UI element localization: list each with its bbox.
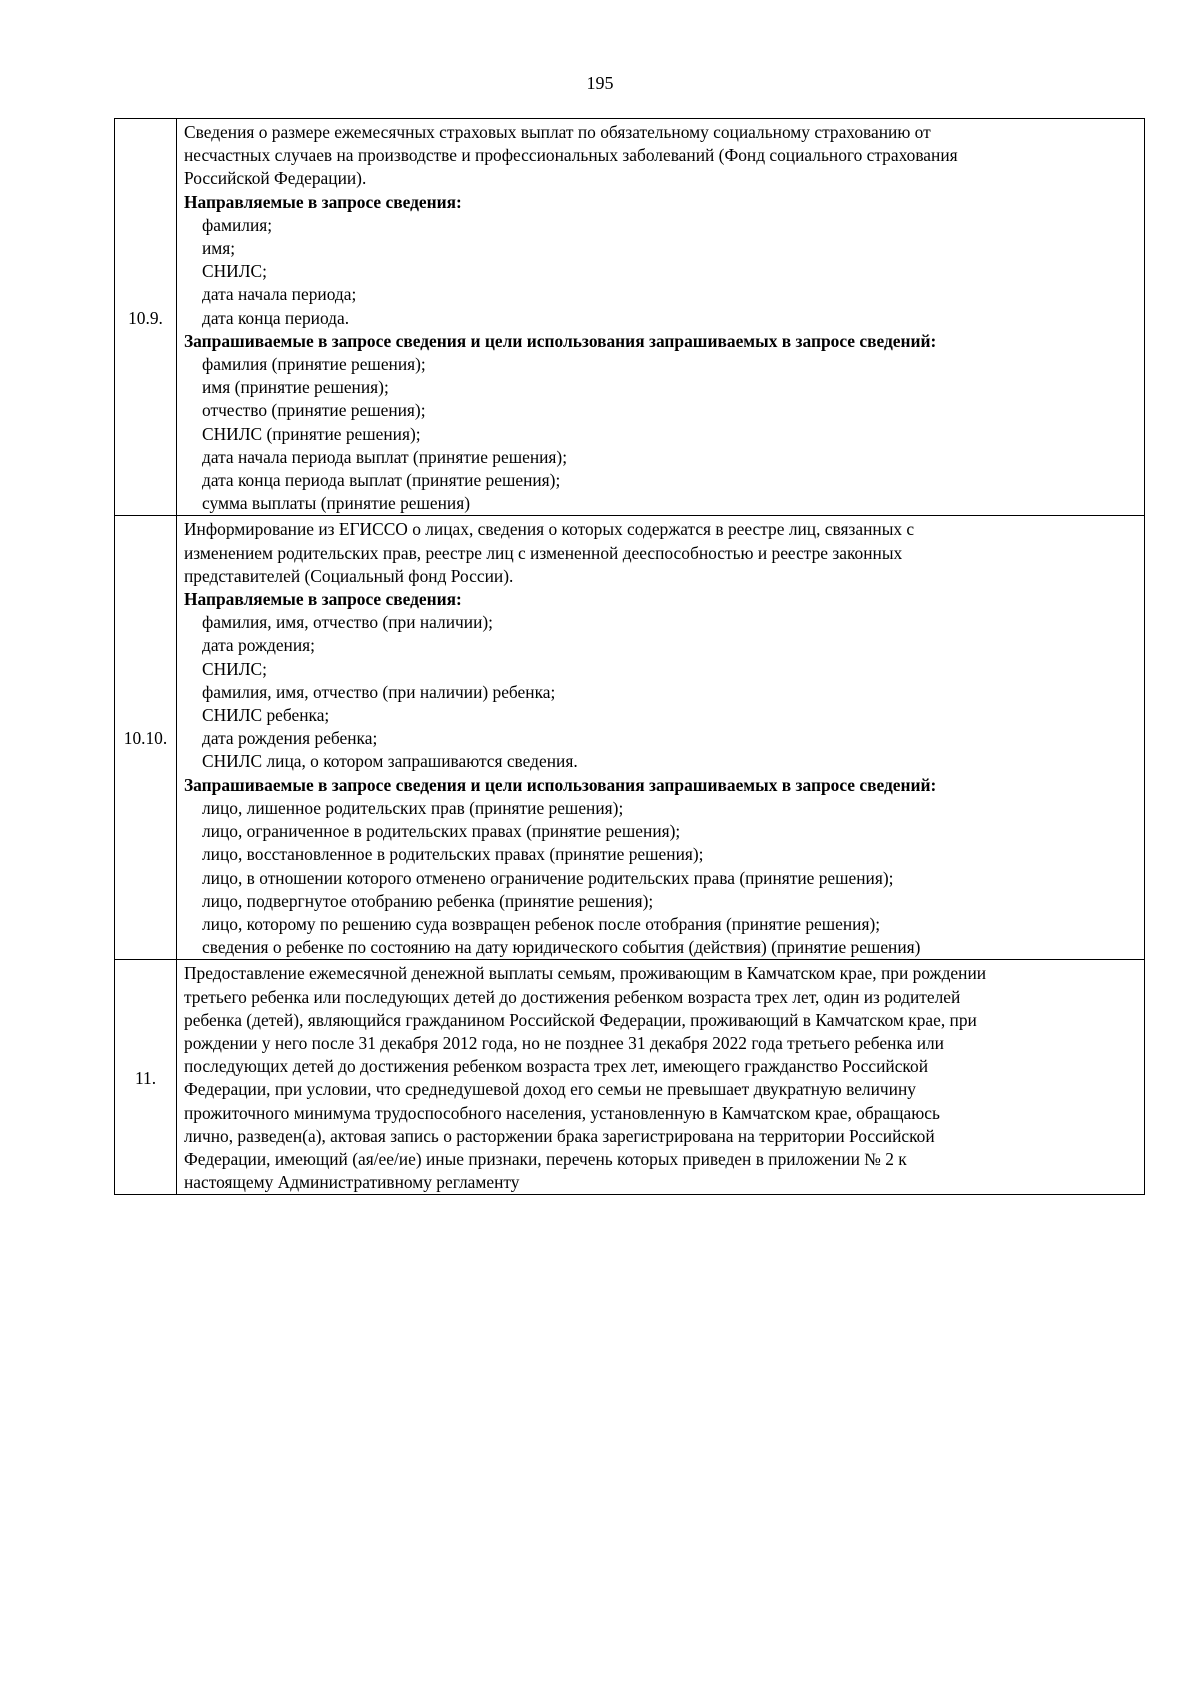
list-item: СНИЛС (принятие решения); [202, 423, 421, 444]
row-content [177, 516, 1145, 960]
row-content [177, 119, 1145, 516]
list-item: фамилия (принятие решения); [202, 354, 426, 375]
list-item: сведения о ребенке по состоянию на дату юридического события (действия) (принятие решения) [202, 937, 921, 958]
row-number: 10.9. [115, 119, 177, 516]
list-item: лицо, лишенное родительских прав (принятие решения); [202, 797, 624, 818]
row-content [177, 960, 1145, 1195]
content-line: Федерации, при условии, что среднедушевой доход его семьи не превышает двукратную величину [184, 1079, 916, 1100]
list-item: лицо, которому по решению суда возвращен ребенок после отобрания (принятие решения); [202, 913, 881, 934]
content-line: рождении у него после 31 декабря 2012 года, но не позднее 31 декабря 2022 года третьего ребенка или [184, 1032, 944, 1053]
table-body [115, 119, 1145, 1195]
content-line: Информирование из ЕГИССО о лицах, сведения о которых содержатся в реестре лиц, связанных с [184, 519, 915, 540]
content-line: представителей (Социальный фонд России). [184, 565, 514, 586]
list-item: лицо, восстановленное в родительских правах (принятие решения); [202, 844, 704, 865]
section-heading: Направляемые в запросе сведения: [184, 191, 462, 212]
list-item: фамилия, имя, отчество (при наличии); [202, 612, 493, 633]
table-row [115, 960, 1145, 1195]
content-line: лично, разведен(а), актовая запись о расторжении брака зарегистрирована на территории Российской [184, 1125, 935, 1146]
row-number: 10.10. [115, 516, 177, 960]
list-item: СНИЛС ребенка; [202, 705, 330, 726]
content-line: Российской Федерации). [184, 168, 367, 189]
list-item: СНИЛС; [202, 261, 267, 282]
list-item: имя (принятие решения); [202, 377, 389, 398]
section-heading: Запрашиваемые в запросе сведения и цели использования запрашиваемых в запросе сведений: [184, 330, 937, 351]
content-line: изменением родительских прав, реестре лиц с измененной дееспособностью и реестре законных [184, 542, 903, 563]
requirements-table [114, 118, 1145, 1195]
content-line: прожиточного минимума трудоспособного населения, установленную в Камчатском крае, обращаюсь [184, 1102, 940, 1123]
list-item: фамилия; [202, 214, 273, 235]
list-item: СНИЛС; [202, 658, 267, 679]
content-line: Предоставление ежемесячной денежной выплаты семьям, проживающим в Камчатском крае, при рождении [184, 963, 987, 984]
list-item: имя; [202, 238, 236, 259]
list-item: лицо, подвергнутое отобранию ребенка (принятие решения); [202, 890, 654, 911]
content-line: Сведения о размере ежемесячных страховых выплат по обязательному социальному страхованию от [184, 122, 931, 142]
list-item: СНИЛС лица, о котором запрашиваются сведения. [202, 751, 578, 772]
table-row [115, 119, 1145, 516]
list-item: лицо, ограниченное в родительских правах (принятие решения); [202, 821, 681, 842]
row-number: 11. [115, 960, 177, 1195]
list-item: дата рождения; [202, 635, 315, 656]
table-row [115, 516, 1145, 960]
list-item: дата конца периода. [202, 307, 350, 328]
list-item: дата конца периода выплат (принятие решения); [202, 470, 561, 491]
section-heading: Направляемые в запросе сведения: [184, 589, 462, 610]
page-number: 195 [586, 73, 614, 93]
list-item: дата начала периода выплат (принятие решения); [202, 446, 568, 467]
section-heading: Запрашиваемые в запросе сведения и цели использования запрашиваемых в запросе сведений: [184, 774, 937, 795]
list-item: дата начала периода; [202, 284, 357, 305]
content-line: Федерации, имеющий (ая/ее/ие) иные признаки, перечень которых приведен в приложении № 2 к [184, 1148, 907, 1169]
list-item: фамилия, имя, отчество (при наличии) ребенка; [202, 681, 556, 702]
list-item: лицо, в отношении которого отменено ограничение родительских права (принятие решения); [202, 867, 894, 888]
list-item: дата рождения ребенка; [202, 728, 378, 749]
list-item: сумма выплаты (принятие решения) [202, 493, 471, 514]
content-line: последующих детей до достижения ребенком возраста трех лет, имеющего гражданство Российской [184, 1056, 928, 1077]
content-line: несчастных случаев на производстве и профессиональных заболеваний (Фонд социального страхования [184, 145, 958, 166]
list-item: отчество (принятие решения); [202, 400, 426, 421]
content-line: ребенка (детей), являющийся гражданином Российской Федерации, проживающий в Камчатском крае, при [184, 1009, 977, 1030]
content-line: третьего ребенка или последующих детей до достижения ребенком возраста трех лет, один из родителей [184, 986, 961, 1007]
content-line: настоящему Административному регламенту [184, 1172, 520, 1193]
